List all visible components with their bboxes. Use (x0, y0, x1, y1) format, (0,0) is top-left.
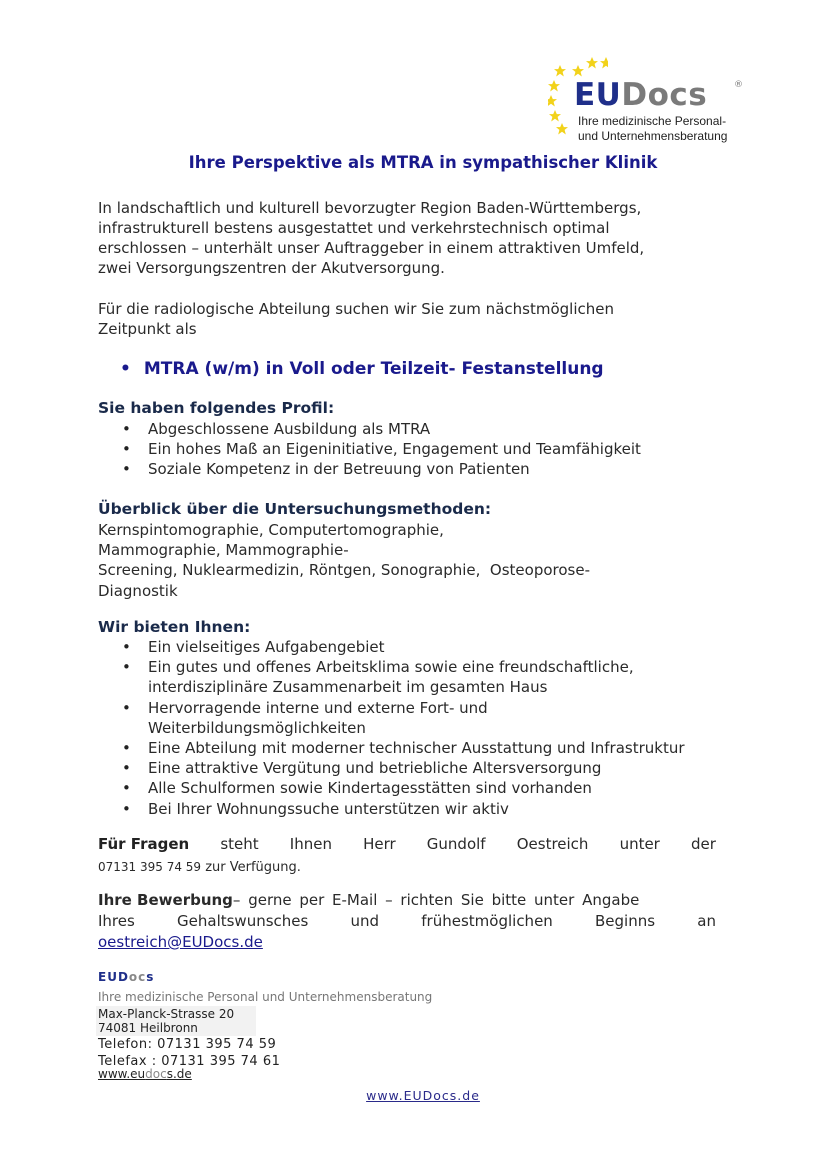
logo-registered-mark: ® (734, 80, 743, 90)
logo-wordmark (574, 77, 707, 113)
methods-heading: Überblick über die Untersuchungsmethoden: (98, 500, 492, 518)
search-line: Zeitpunkt als (98, 320, 197, 338)
questions-phone-line: 07131 395 74 59 zur Verfügung. (98, 860, 301, 875)
eudocs-logo (548, 55, 748, 147)
list-item: • Ein vielseitiges Aufgabengebiet (120, 637, 685, 657)
application-lead: Ihre Bewerbung (98, 891, 233, 909)
footer-tagline: Ihre medizinische Personal und Unternehmensberatung (98, 990, 433, 1004)
logo-subtitle-line: und Unternehmensberatung (578, 129, 728, 143)
questions-line: Für Fragen steht Ihnen Herr Gundolf Oestreich unter der (98, 835, 716, 853)
position-title (120, 359, 604, 379)
list-item: • Bei Ihrer Wohnungssuche unterstützen wir aktiv (120, 799, 685, 819)
questions-lead: Für Fragen (98, 835, 190, 853)
methods-text (98, 520, 590, 601)
bullet: • (120, 359, 131, 379)
intro-line: In landschaftlich und kulturell bevorzugter Region Baden-Württembergs, (98, 199, 642, 217)
footer-website-link[interactable]: www.eudocs.de (98, 1067, 192, 1081)
contact-phone: 07131 395 74 59 (98, 860, 202, 874)
position-label: MTRA (w/m) in Voll oder Teilzeit- Festanstellung (143, 359, 604, 379)
list-item: • Eine attraktive Vergütung und betriebliche Altersversorgung (120, 758, 685, 778)
methods-line: Kernspintomographie, Computertomographie, (98, 521, 444, 539)
address-city: 74081 Heilbronn (98, 1021, 198, 1035)
list-item: • Alle Schulformen sowie Kindertagesstätten sind vorhanden (120, 778, 685, 798)
list-item: • Hervorragende interne und externe Fort- und Weiterbildungsmöglichkeiten (120, 698, 685, 738)
profile-heading: Sie haben folgendes Profil: (98, 399, 335, 417)
offer-heading: Wir bieten Ihnen: (98, 618, 251, 636)
methods-line: Mammographie, Mammographie- (98, 541, 349, 560)
intro-line: zwei Versorgungszentren der Akutversorgung. (98, 259, 445, 277)
bottom-website-link[interactable]: www.EUDocs.de (366, 1088, 480, 1103)
page-title: Ihre Perspektive als MTRA in sympathischer Klinik (188, 153, 658, 172)
methods-line: Screening, Nuklearmedizin, Röntgen, Sonographie, Osteoporose- (98, 561, 590, 580)
offer-list (120, 637, 685, 819)
list-item: • Ein hohes Maß an Eigeninitiative, Engagement und Teamfähigkeit (120, 439, 641, 459)
address-street: Max-Planck-Strasse 20 (98, 1007, 235, 1021)
list-item: • Eine Abteilung mit moderner technischer Ausstattung und Infrastruktur (120, 738, 685, 758)
intro-paragraph (98, 198, 723, 278)
application-line-1: Ihre Bewerbung– gerne per E-Mail – richten Sie bitte unter Angabe (98, 891, 640, 909)
application-line-2: Ihres Gehaltswunsches und frühestmöglichen Beginns an (98, 912, 716, 930)
footer-phone: Telefon: 07131 395 74 59 (98, 1037, 277, 1052)
list-item: • Soziale Kompetenz in der Betreuung von Patienten (120, 459, 641, 479)
footer-brand: EUDocs (98, 970, 155, 984)
list-item: • Abgeschlossene Ausbildung als MTRA (120, 419, 641, 439)
list-item: • Ein gutes und offenes Arbeitsklima sowie eine freundschaftliche, interdisziplinäre Zusammenarbeit im gesamten Haus (120, 657, 685, 697)
logo-docs: Docs (621, 77, 708, 113)
search-line: Für die radiologische Abteilung suchen wir Sie zum nächstmöglichen (98, 300, 614, 318)
intro-line: infrastrukturell bestens ausgestattet und verkehrstechnisch optimal (98, 219, 610, 237)
profile-list (120, 419, 641, 480)
application-email-line (98, 933, 263, 951)
footer-fax: Telefax : 07131 395 74 61 (98, 1054, 281, 1069)
intro-line: erschlossen – unterhält unser Auftraggeber in einem attraktiven Umfeld, (98, 239, 645, 257)
logo-subtitle-line: Ihre medizinische Personal- (578, 114, 727, 128)
email-link[interactable]: oestreich@EUDocs.de (98, 933, 263, 951)
logo-subtitle (578, 114, 727, 144)
methods-line: Diagnostik (98, 581, 178, 600)
logo-eu: EU (574, 77, 622, 113)
search-paragraph (98, 299, 723, 339)
